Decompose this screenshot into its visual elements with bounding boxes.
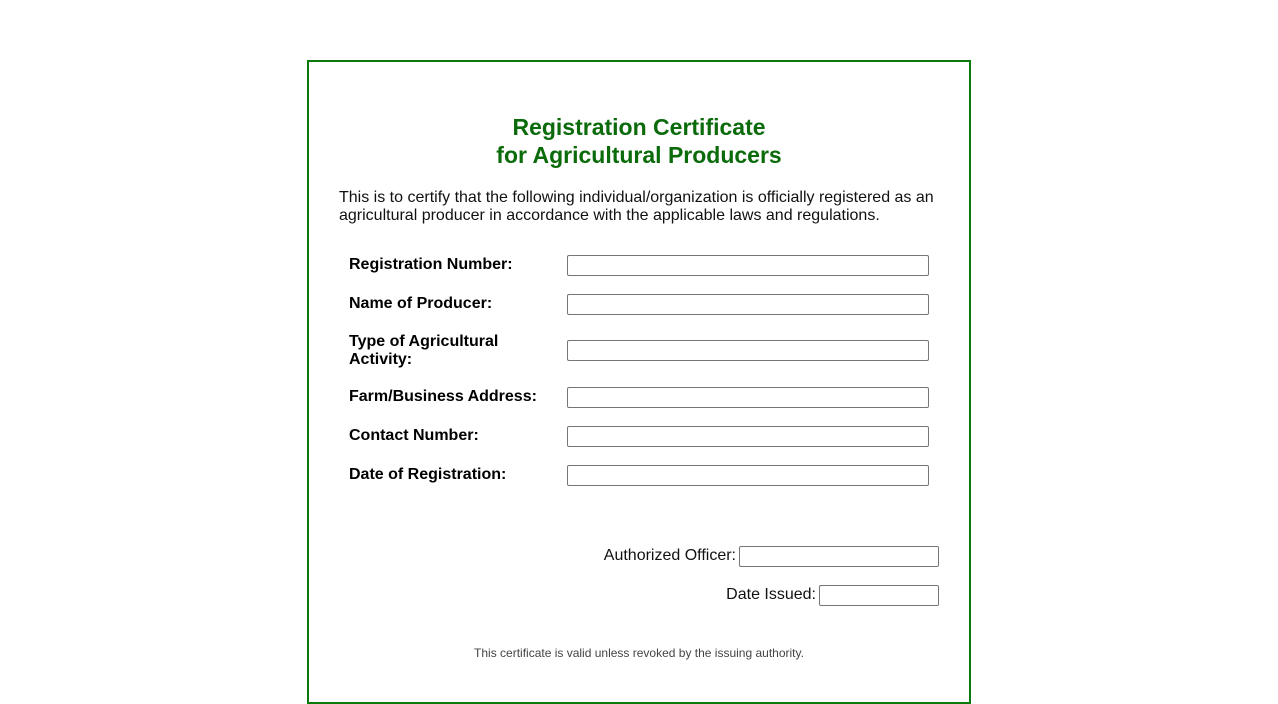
address-label: Farm/Business Address: [349, 388, 537, 405]
address-input[interactable] [567, 387, 929, 408]
validity-note: This certificate is valid unless revoked by the issuing authority. [474, 646, 804, 660]
producer-name-input[interactable] [567, 294, 929, 315]
title-line-2: for Agricultural Producers [496, 142, 782, 168]
authorized-officer-input[interactable] [739, 546, 939, 567]
activity-type-input[interactable] [567, 340, 929, 361]
certificate-title [309, 113, 969, 169]
contact-number-label: Contact Number: [349, 427, 479, 444]
title-line-1: Registration Certificate [512, 114, 766, 140]
registration-date-input[interactable] [567, 465, 929, 486]
intro-text: This is to certify that the following individual/organization is officially registered as an agricultural producer in accordance with the applicable laws and regulations. [339, 189, 934, 224]
authorized-officer-label: Authorized Officer: [603, 547, 736, 564]
certificate-frame [307, 60, 971, 704]
registration-number-input[interactable] [567, 255, 929, 276]
activity-type-label: Type of Agricultural Activity: [349, 333, 499, 368]
date-issued-input[interactable] [819, 585, 939, 606]
registration-number-label: Registration Number: [349, 256, 513, 273]
registration-date-label: Date of Registration: [349, 466, 507, 483]
producer-name-label: Name of Producer: [349, 295, 493, 312]
contact-number-input[interactable] [567, 426, 929, 447]
date-issued-label: Date Issued: [726, 586, 816, 603]
